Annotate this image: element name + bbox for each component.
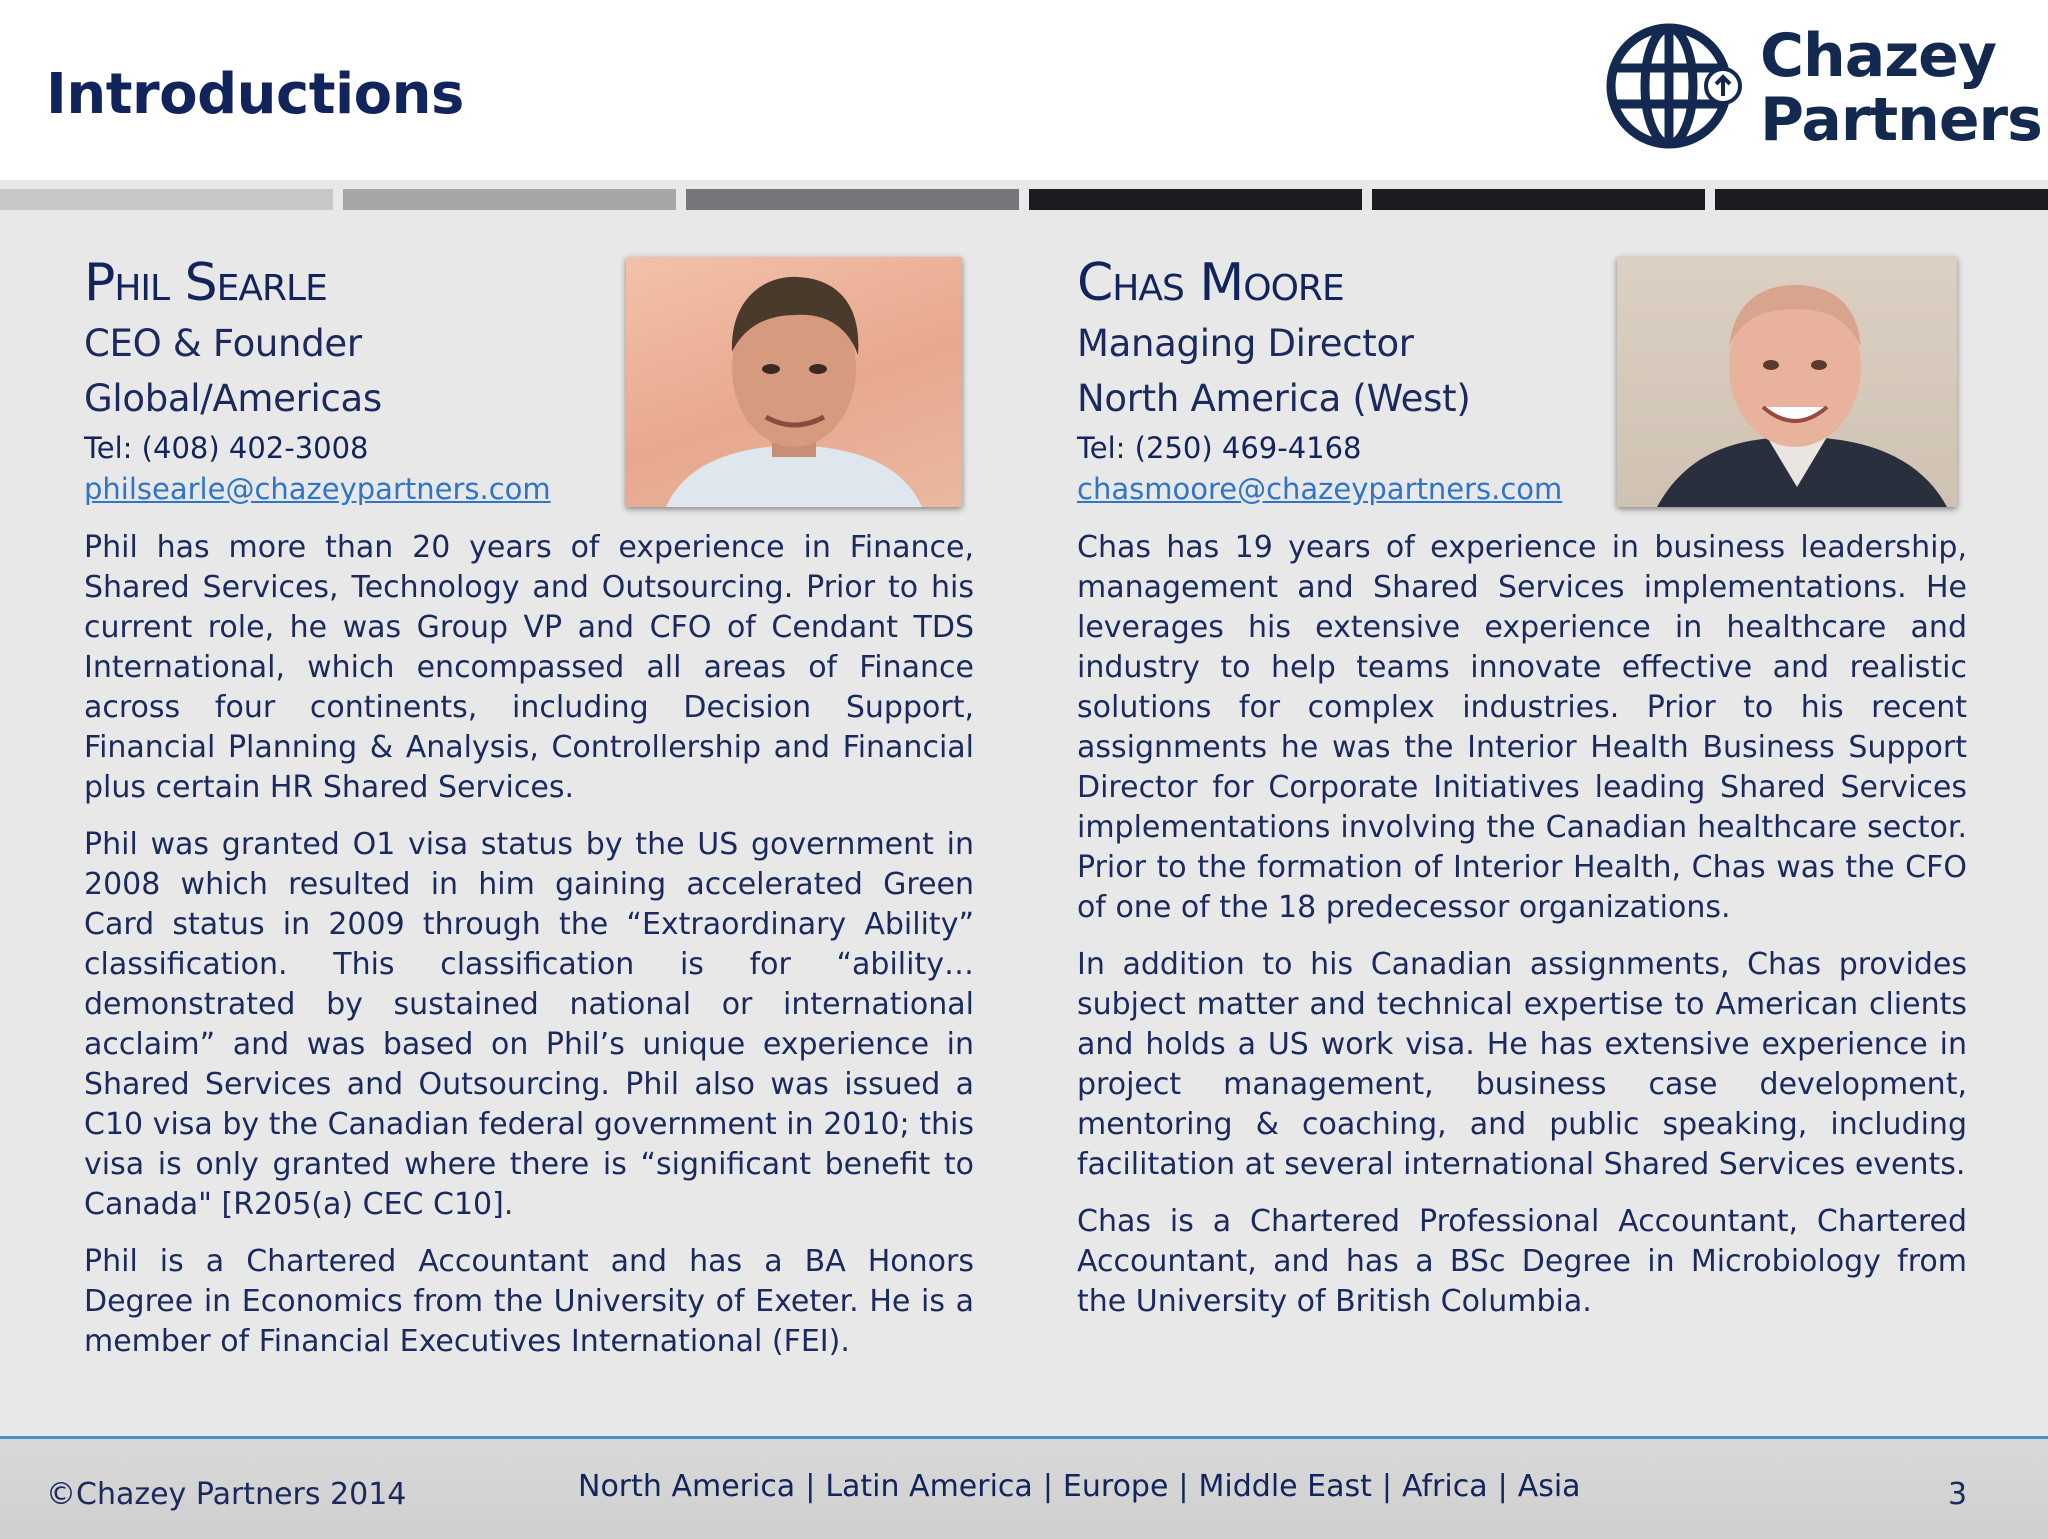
profile-region: North America (West) — [1077, 377, 1471, 420]
region-label: Africa — [1402, 1469, 1488, 1504]
region-separator: | — [1178, 1469, 1189, 1504]
region-separator: | — [1042, 1469, 1053, 1504]
globe-icon — [1605, 20, 1745, 152]
logo-wordmark — [1760, 21, 2042, 155]
region-label: Latin America — [825, 1469, 1033, 1504]
bio-paragraph: Chas has 19 years of experience in business leadership, management and Shared Services implementations. He leverages his extensive experience in healthcare and industry to help teams innovate effective and realistic solutions for complex industries. Prior to his recent assignments he was the Interior Health Business Support Director for Corporate Initiatives leading Shared Services implementations involving the Canadian healthcare sector. Prior to the formation of Interior Health, Chas was the CFO of one of the 18 predecessor organizations. — [1077, 530, 1967, 925]
region-label: North America — [578, 1469, 796, 1504]
divider-segment — [1029, 189, 1362, 210]
bio-paragraph: In addition to his Canadian assignments, Chas provides subject matter and technical expertise to American clients and holds a US work visa. He has extensive experience in project management, business case development, mentoring & coaching, and public speaking, including facilitation at several international Shared Services events. — [1077, 947, 1967, 1182]
copyright-text: ©Chazey Partners 2014 — [46, 1477, 407, 1512]
section-divider — [0, 189, 2048, 210]
bio-paragraph: Phil has more than 20 years of experience in Finance, Shared Services, Technology and Outsourcing. Prior to his current role, he was Group VP and CFO of Cendant TDS International, which encompassed all areas of Finance across four continents, including Decision Support, Financial Planning & Analysis, Controllership and Financial plus certain HR Shared Services. — [84, 530, 974, 805]
profile-role: CEO & Founder — [84, 322, 362, 365]
regions-list — [578, 1469, 1581, 1504]
divider-segment — [1372, 189, 1705, 210]
profile-name: Chas Moore — [1077, 253, 1344, 313]
region-separator: | — [1497, 1469, 1508, 1504]
region-separator: | — [805, 1469, 816, 1504]
page-number: 3 — [1948, 1477, 1968, 1512]
slide-header — [0, 0, 2048, 180]
profile-phone: Tel: (250) 469-4168 — [1077, 431, 1362, 465]
profile-phone: Tel: (408) 402-3008 — [84, 431, 369, 465]
divider-segment — [686, 189, 1019, 210]
profile-photo — [1617, 257, 1957, 507]
region-label: Europe — [1062, 1469, 1169, 1504]
logo-line-1: Chazey — [1760, 21, 1996, 91]
logo-line-2: Partners — [1760, 85, 2042, 155]
portrait-image — [626, 257, 962, 507]
profile-email-link[interactable]: philsearle@chazeypartners.com — [84, 472, 551, 506]
region-label: Asia — [1517, 1469, 1581, 1504]
profile-role: Managing Director — [1077, 322, 1414, 365]
profile-email-link[interactable]: chasmoore@chazeypartners.com — [1077, 472, 1563, 506]
chazey-partners-logo — [1605, 20, 2042, 155]
region-label: Middle East — [1198, 1469, 1372, 1504]
bio-paragraph: Phil was granted O1 visa status by the US government in 2008 which resulted in him gaining accelerated Green Card status in 2009 through the “Extraordinary Ability” classification. This classification is for “ability…demonstrated by sustained national or international acclaim” and was based on Phil’s unique experience in Shared Services and Outsourcing. Phil also was issued a C10 visa by the Canadian federal government in 2010; this visa is only granted where there is “significant benefit to Canada" [R205(a) CEC C10]. — [84, 827, 974, 1222]
page-title: Introductions — [46, 62, 464, 127]
bio-paragraph: Phil is a Chartered Accountant and has a BA Honors Degree in Economics from the University of Exeter. He is a member of Financial Executives International (FEI). — [84, 1244, 974, 1359]
profile-bio — [84, 528, 974, 1362]
profile-phil-searle — [84, 250, 974, 1379]
profile-bio — [1077, 528, 1967, 1322]
bio-paragraph: Chas is a Chartered Professional Accountant, Chartered Accountant, and has a BSc Degree in Microbiology from the University of British Columbia. — [1077, 1204, 1967, 1319]
profile-photo — [626, 257, 962, 507]
divider-segment — [343, 189, 676, 210]
divider-segment — [0, 189, 333, 210]
profile-region: Global/Americas — [84, 377, 382, 420]
region-separator: | — [1381, 1469, 1393, 1504]
profile-name: Phil Searle — [84, 253, 327, 313]
profile-chas-moore — [1077, 250, 1967, 1339]
divider-segment — [1715, 189, 2048, 210]
slide-footer — [0, 1436, 2048, 1539]
portrait-image — [1617, 257, 1957, 507]
